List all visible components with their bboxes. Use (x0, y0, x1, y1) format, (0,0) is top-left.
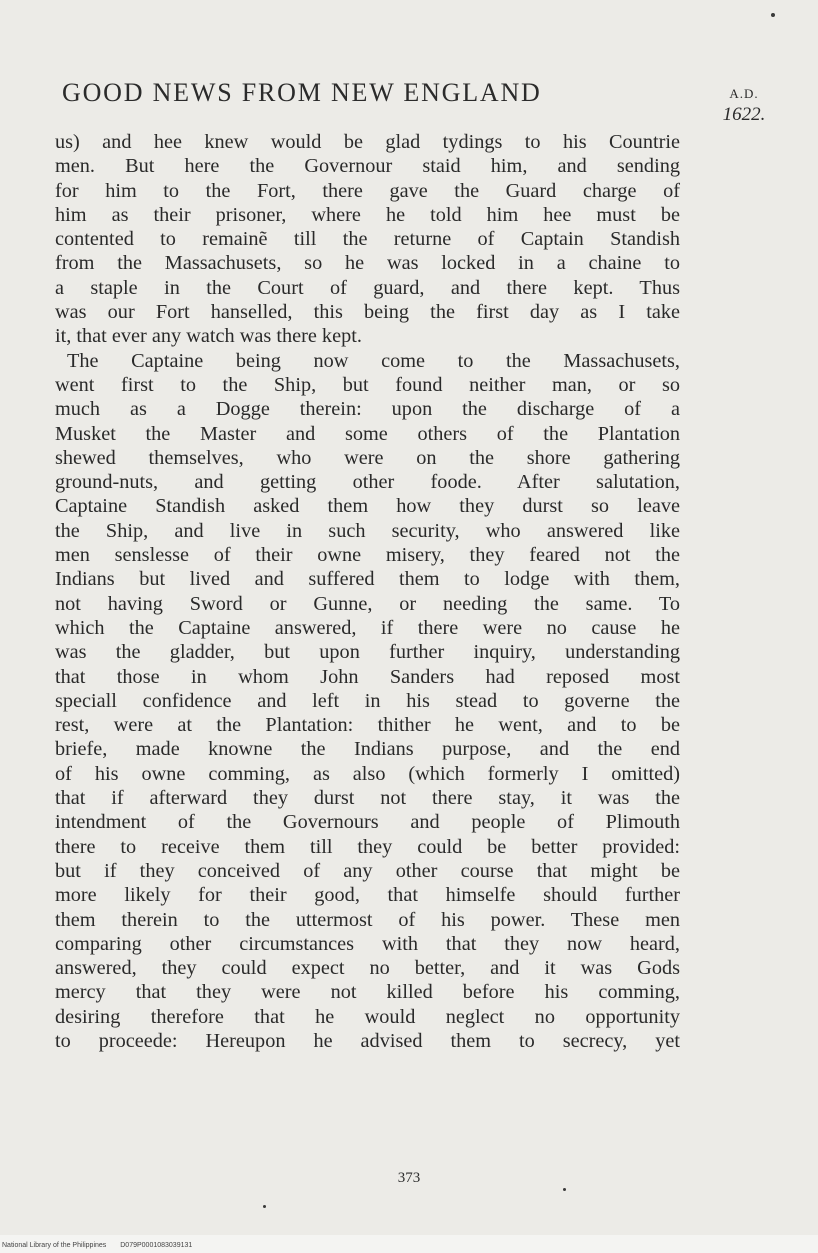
text-line: ground-nuts, and getting other foode. After salutation, (55, 471, 680, 494)
text-line: there to receive them till they could be better provided: (55, 835, 680, 858)
text-line: them therein to the uttermost of his power. These men (55, 908, 680, 931)
text-line: the Ship, and live in such security, who answered like (55, 519, 680, 542)
text-line: contented to remainẽ till the returne of Captain Standish (55, 228, 680, 251)
page-number: 373 (397, 1170, 421, 1186)
scan-identifier: D079P0001083039131 (120, 1242, 193, 1249)
text-line: Captaine Standish asked them how they durst so leave (55, 495, 680, 518)
text-line: him as their prisoner, where he told him hee must be (55, 203, 680, 226)
speck-mark (771, 13, 775, 17)
margin-ad-label: A.D. (729, 86, 759, 101)
text-line: briefe, made knowne the Indians purpose, and the end (55, 738, 680, 761)
text-line: The Captaine being now come to the Massachusets, (67, 349, 680, 372)
text-line: answered, they could expect no better, and it was Gods (55, 957, 680, 980)
text-line: to proceede: Hereupon he advised them to secrecy, yet (55, 1029, 680, 1052)
text-line: went first to the Ship, but found neither man, or so (55, 373, 680, 396)
text-line: it, that ever any watch was there kept. (55, 325, 362, 348)
scan-footer (0, 1235, 818, 1253)
scan-footer-text (2, 1242, 204, 1249)
text-line: comparing other circumstances with that they now heard, (55, 932, 680, 955)
text-line: much as a Dogge therein: upon the discharge of a (55, 398, 680, 421)
text-line: men. But here the Governour staid him, and sending (55, 155, 680, 178)
text-line: Indians but lived and suffered them to lodge with them, (55, 568, 680, 591)
text-line: of his owne comming, as also (which formerly I omitted) (55, 762, 680, 785)
text-line: men senslesse of their owne misery, they feared not the (55, 544, 680, 567)
text-line: that if afterward they durst not there stay, it was the (55, 787, 680, 810)
text-line: Musket the Master and some others of the Plantation (55, 422, 680, 445)
margin-date-note (704, 86, 784, 126)
text-line: desiring therefore that he would neglect no opportunity (55, 1005, 680, 1028)
text-line: not having Sword or Gunne, or needing the same. To (55, 592, 680, 615)
text-line: but if they conceived of any other course that might be (55, 859, 680, 882)
text-line: intendment of the Governours and people of Plimouth (55, 811, 680, 834)
text-line: shewed themselves, who were on the shore gathering (55, 446, 680, 469)
margin-year-label: 1622. (722, 104, 766, 125)
body-text (55, 130, 680, 1053)
text-line: more likely for their good, that himselfe should further (55, 884, 680, 907)
text-line: that those in whom John Sanders had reposed most (55, 665, 680, 688)
text-line: which the Captaine answered, if there were no cause he (55, 616, 680, 639)
text-line: a staple in the Court of guard, and there kept. Thus (55, 276, 680, 299)
text-line: rest, were at the Plantation: thither he went, and to be (55, 714, 680, 737)
speck-mark (563, 1188, 566, 1191)
text-line: us) and hee knew would be glad tydings to his Countrie (55, 131, 680, 153)
running-head-title: GOOD NEWS FROM NEW ENGLAND (62, 78, 542, 107)
text-line: speciall confidence and left in his stead to governe the (55, 689, 680, 712)
text-line: mercy that they were not killed before his comming, (55, 981, 680, 1004)
library-credit: National Library of the Philippines (2, 1242, 107, 1249)
text-line: from the Massachusets, so he was locked in a chaine to (55, 252, 680, 275)
text-line: was the gladder, but upon further inquiry, understanding (55, 641, 680, 664)
text-line: was our Fort hanselled, this being the first day as I take (55, 301, 680, 324)
speck-mark (263, 1205, 266, 1208)
text-line: for him to the Fort, there gave the Guard charge of (55, 179, 680, 202)
